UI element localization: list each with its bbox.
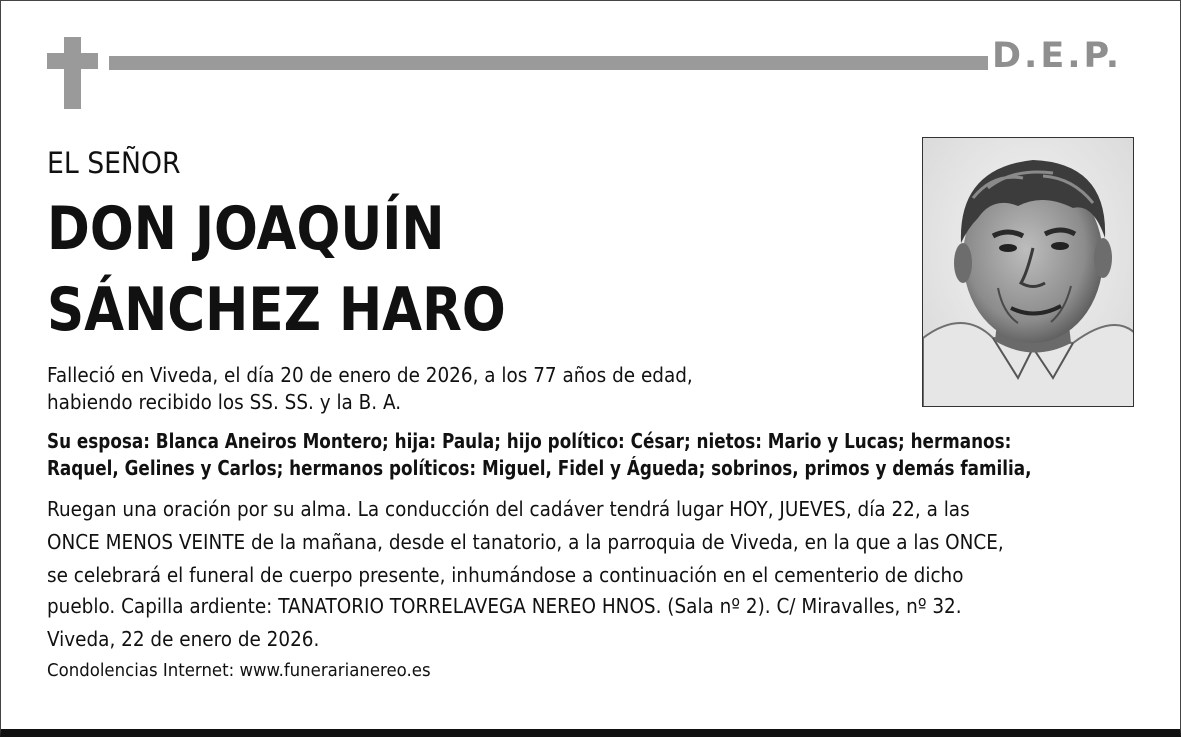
deceased-portrait-photo (922, 137, 1134, 407)
deceased-name-line2: SÁNCHEZ HARO (47, 275, 506, 345)
header-rule (109, 56, 988, 70)
family-line1: Su esposa: Blanca Aneiros Montero; hija: Paula; hijo político: César; nietos: Mario y Lucas; hermanos: (47, 429, 1012, 453)
family-line2: Raquel, Gelines y Carlos; hermanos políticos: Miguel, Fidel y Águeda; sobrinos, primos y demás familia, (47, 456, 1032, 480)
portrait-image (923, 138, 1134, 407)
condolences-line: Condolencias Internet: www.funerarianereo.es (47, 660, 431, 681)
deceased-name-line1: DON JOAQUÍN (47, 194, 445, 264)
cross-horizontal-bar (47, 53, 98, 69)
place-date: Viveda, 22 de enero de 2026. (47, 627, 320, 651)
ceremony-line3: se celebrará el funeral de cuerpo presente, inhumándose a continuación en el cementerio de dicho (47, 563, 964, 587)
title-prefix: EL SEÑOR (47, 146, 181, 180)
ceremony-line2: ONCE MENOS VEINTE de la mañana, desde el tanatorio, a la parroquia de Viveda, en la que a las ONCE, (47, 530, 1004, 554)
cross-vertical-bar (64, 37, 81, 109)
ceremony-line1: Ruegan una oración por su alma. La conducción del cadáver tendrá lugar HOY, JUEVES, día 22, a las (47, 497, 970, 521)
dep-label: D.E.P. (992, 36, 1123, 76)
death-notice-line1: Falleció en Viveda, el día 20 de enero de 2026, a los 77 años de edad, (47, 363, 693, 387)
death-notice-line2: habiendo recibido los SS. SS. y la B. A. (47, 390, 402, 414)
ceremony-line4: pueblo. Capilla ardiente: TANATORIO TORRELAVEGA NEREO HNOS. (Sala nº 2). C/ Miravalles, nº 32. (47, 594, 962, 618)
